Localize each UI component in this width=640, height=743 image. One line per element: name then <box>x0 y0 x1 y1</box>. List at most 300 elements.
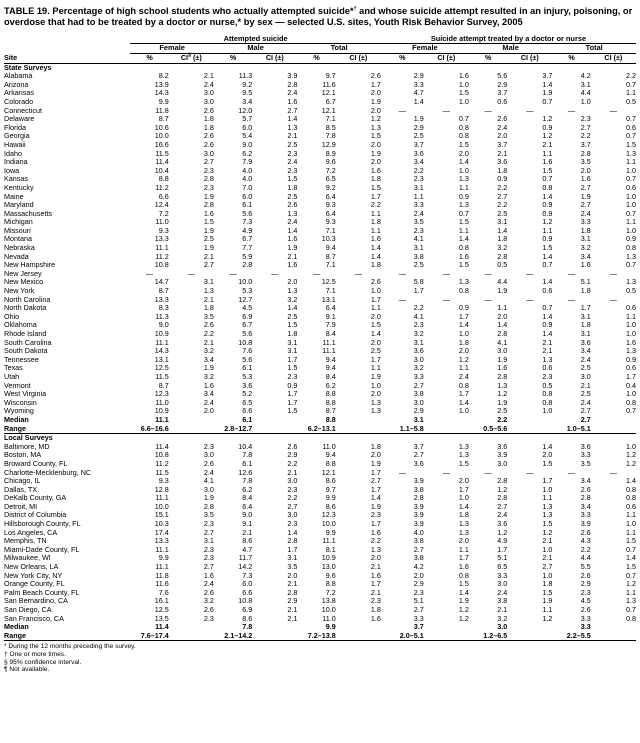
cell-m-pct: 4.0 <box>242 165 253 175</box>
cell-t-ci: 2.0 <box>370 157 381 167</box>
cell-f-ci: 2.1 <box>203 337 214 347</box>
table-column-header-row <box>4 54 636 64</box>
cell-tt-ci: 0.7 <box>626 174 636 184</box>
cell-t-ci: 2.6 <box>370 71 381 81</box>
cell-tm-pct: 1.7 <box>497 544 508 554</box>
cell-f-ci: 2.1 <box>203 71 214 81</box>
cell-m-pct: 10.8 <box>238 337 253 347</box>
cell-tm-pct: 2.9 <box>497 79 508 89</box>
row-site-label: District of Columbia <box>4 510 67 520</box>
row-site-label: North Carolina <box>4 294 51 304</box>
cell-tm-ci: 1.5 <box>542 519 553 529</box>
row-site-label: Florida <box>4 122 26 132</box>
cell-m-ci: 1.5 <box>287 406 298 416</box>
cell-tt-pct: 2.6 <box>580 484 591 494</box>
cell-f-pct: 11.1 <box>155 243 169 253</box>
cell-tf-ci: 1.4 <box>458 320 469 330</box>
cell-m-ci: 2.8 <box>287 79 298 89</box>
table-row <box>4 572 636 581</box>
cell-f-pct: 17.4 <box>154 527 169 537</box>
row-site-label: South Dakota <box>4 346 48 356</box>
cell-tm-pct: 2.0 <box>497 311 508 321</box>
row-site-label: Georgia <box>4 131 30 141</box>
cell-tt-pct: 5.5 <box>580 562 591 572</box>
cell-t-pct: 8.6 <box>325 476 336 486</box>
table-row <box>4 132 636 141</box>
cell-tf-pct: 3.6 <box>413 458 424 468</box>
cell-f-ci: 2.0 <box>203 406 214 416</box>
cell-m-ci: 0.9 <box>287 380 298 390</box>
cell-tm-ci: 2.1 <box>542 337 553 347</box>
cell-t-pct: 10.0 <box>321 605 336 614</box>
cell-m-ci: 1.7 <box>287 354 298 364</box>
cell-f-ci: 1.6 <box>203 208 214 218</box>
cell-t-ci: 2.0 <box>370 337 381 347</box>
column-header-pct: % <box>469 54 507 64</box>
cell-f-ci: 1.8 <box>203 114 214 124</box>
row-site-label: Boston, MA <box>4 450 42 460</box>
cell-tm-pct: 4.4 <box>497 277 508 287</box>
cell-m-ci: 1.6 <box>287 234 298 244</box>
cell-f-pct: 8.3 <box>158 303 169 313</box>
cell-tt-pct: 2.3 <box>580 587 591 597</box>
cell-tt-ci: 1.5 <box>626 536 636 546</box>
cell-tf-ci: 0.8 <box>458 570 469 580</box>
row-site-label: Connecticut <box>4 105 42 115</box>
table-row <box>4 580 636 589</box>
cell-tt-ci: 1.0 <box>626 329 636 338</box>
cell-tf-ci: 1.6 <box>458 251 469 261</box>
cell-tf-pct: 3.7 <box>413 441 424 451</box>
cell-tm-ci: 0.9 <box>542 320 553 330</box>
table-row <box>4 364 636 373</box>
cell-t-value: 6.2–13.1 <box>297 425 335 434</box>
cell-f-pct: 11.5 <box>155 371 169 381</box>
cell-tt-pct: 2.2 <box>580 131 591 141</box>
cell-m-value: 7.8 <box>242 622 253 632</box>
cell-f-ci: 2.4 <box>203 79 214 89</box>
cell-tm-ci: — <box>526 294 534 304</box>
cell-t-ci: 1.0 <box>370 286 381 296</box>
cell-tm-pct: 3.2 <box>497 243 508 253</box>
cell-tm-ci: 0.7 <box>542 303 553 313</box>
row-site-label: Los Angeles, CA <box>4 527 58 537</box>
cell-t-pct: 6.4 <box>325 191 336 201</box>
cell-f-pct: 9.0 <box>158 320 169 330</box>
cell-t-pct: 13.8 <box>321 596 336 606</box>
cell-tf-pct: 3.0 <box>413 354 424 364</box>
cell-tt-pct: — <box>567 268 576 278</box>
cell-tf-ci: 1.7 <box>458 311 469 321</box>
cell-m-ci: 2.3 <box>287 484 298 494</box>
cell-tt-pct: 4.4 <box>580 553 591 563</box>
cell-tm-ci: 0.7 <box>542 260 553 270</box>
cell-tt-ci: 0.7 <box>626 114 636 124</box>
group-header-treated: Suicide attempt treated by a doctor or nurse <box>381 35 636 44</box>
cell-f-pct: 6.6 <box>158 191 169 201</box>
cell-tm-pct: 3.0 <box>497 346 508 356</box>
table-row <box>4 339 636 348</box>
cell-tf-ci: 1.0 <box>458 96 469 106</box>
cell-m-ci: 1.3 <box>287 208 298 218</box>
cell-tt-pct: 1.8 <box>580 320 591 330</box>
cell-tm-blank <box>507 425 552 434</box>
cell-tt-ci: 1.1 <box>626 311 636 321</box>
table-row-range-local <box>4 632 636 641</box>
cell-tt-pct: 4.2 <box>580 71 591 81</box>
cell-tm-pct: 2.8 <box>497 476 508 486</box>
cell-tf-ci: 0.8 <box>458 380 469 390</box>
cell-f-ci: 2.3 <box>203 544 214 554</box>
cell-tf-ci: 1.3 <box>458 450 469 460</box>
cell-t-ci: 1.4 <box>370 243 381 253</box>
cell-m-pct: 5.6 <box>242 354 253 364</box>
cell-f-ci: 3.2 <box>203 346 214 356</box>
cell-tt-ci: 0.7 <box>626 260 636 270</box>
cell-f-pct: 11.5 <box>155 148 169 158</box>
cell-tf-pct: 3.7 <box>413 139 424 149</box>
cell-tt-pct: 2.9 <box>580 579 591 589</box>
cell-tm-ci: 0.5 <box>542 380 553 390</box>
cell-t-ci: 1.5 <box>370 182 381 192</box>
cell-tf-blank <box>424 623 469 632</box>
cell-m-pct: 7.0 <box>242 182 253 192</box>
cell-tm-pct: 1.4 <box>497 225 508 235</box>
cell-tt-pct: 2.3 <box>580 114 591 124</box>
cell-t-pct: 9.4 <box>325 354 336 364</box>
cell-t-pct: 12.1 <box>321 105 336 115</box>
row-site-label: New Orleans, LA <box>4 562 59 572</box>
cell-tm-ci: 1.4 <box>542 79 553 89</box>
cell-f-ci: 2.5 <box>203 234 214 244</box>
cell-m-pct: 4.9 <box>242 225 253 235</box>
cell-tt-pct: 2.4 <box>580 397 591 407</box>
cell-m-pct: 10.0 <box>238 277 253 287</box>
section-header-state-surveys <box>4 63 636 72</box>
cell-f-value: 11.4 <box>155 622 169 632</box>
cell-f-ci: 2.3 <box>203 519 214 529</box>
cell-tm-value: 0.5–5.6 <box>469 425 507 434</box>
subheader-attempted-male: Male <box>214 44 297 54</box>
cell-tm-ci: 0.9 <box>542 208 553 218</box>
cell-m-pct: 6.0 <box>242 579 253 589</box>
cell-f-pct: 9.9 <box>158 553 169 563</box>
cell-tf-ci: 1.5 <box>458 579 469 589</box>
cell-tm-pct: 2.4 <box>497 122 508 132</box>
cell-t-pct: 9.9 <box>325 527 336 537</box>
cell-m-value: 2.8–12.7 <box>214 425 252 434</box>
row-site-label: Maryland <box>4 200 34 210</box>
table-row <box>4 615 636 624</box>
cell-m-pct: 12.6 <box>238 467 253 477</box>
cell-f-blank <box>169 632 214 641</box>
cell-m-ci: 2.3 <box>287 519 298 529</box>
cell-tt-ci: 1.4 <box>626 476 636 486</box>
cell-m-pct: 5.6 <box>242 208 253 218</box>
cell-tf-ci: 1.8 <box>458 337 469 347</box>
cell-f-pct: 7.6 <box>158 587 169 597</box>
cell-tf-ci: 0.7 <box>458 208 469 218</box>
cell-m-ci: 2.7 <box>287 501 298 511</box>
cell-m-pct: 6.7 <box>242 234 253 244</box>
cell-f-pct: 10.4 <box>154 165 169 175</box>
cell-t-pct: 9.4 <box>325 243 336 253</box>
cell-tf-ci: 0.8 <box>458 131 469 141</box>
cell-tm-pct: — <box>484 294 492 304</box>
cell-t-pct: 10.3 <box>321 234 336 244</box>
cell-f-pct: 9.3 <box>158 225 169 235</box>
cell-tf-ci: 1.7 <box>458 484 469 494</box>
cell-t-pct: 8.8 <box>325 579 336 589</box>
cell-tt-ci: 1.1 <box>626 510 636 520</box>
cell-tt-ci: 1.0 <box>626 225 636 235</box>
cell-tf-ci: 1.3 <box>458 200 469 210</box>
cell-tf-ci: 1.3 <box>458 527 469 537</box>
cell-tf-blank <box>424 632 469 641</box>
cell-tf-ci: — <box>442 268 450 278</box>
cell-t-ci: 1.9 <box>370 148 381 158</box>
row-site-label: Iowa <box>4 165 20 175</box>
cell-f-ci: 2.3 <box>203 165 214 175</box>
cell-tm-pct: 3.7 <box>497 88 508 98</box>
cell-tt-pct: 2.2 <box>580 544 591 554</box>
cell-tt-ci: 1.0 <box>626 165 636 175</box>
table-row-range-state <box>4 425 636 434</box>
cell-t-ci: 2.0 <box>370 88 381 98</box>
cell-f-pct: 13.1 <box>154 354 169 364</box>
cell-tt-pct: 1.9 <box>580 191 591 201</box>
cell-tt-pct: 3.7 <box>580 139 591 149</box>
cell-tt-pct: 3.4 <box>580 346 591 356</box>
cell-tt-pct: 2.6 <box>580 605 591 614</box>
cell-tt-ci: 1.6 <box>626 337 636 347</box>
cell-tf-pct: 4.7 <box>413 88 424 98</box>
table-row <box>4 72 636 81</box>
cell-m-value: 6.1 <box>242 414 253 424</box>
cell-t-ci: 2.6 <box>370 277 381 287</box>
cell-m-ci: 1.7 <box>287 544 298 554</box>
cell-f-pct: 15.1 <box>154 510 169 520</box>
cell-f-ci: 2.8 <box>203 501 214 511</box>
cell-tt-pct: 2.4 <box>580 354 591 364</box>
cell-t-pct: 9.6 <box>325 570 336 580</box>
cell-f-ci: 2.3 <box>203 441 214 451</box>
cell-tt-ci: 1.2 <box>626 579 636 589</box>
cell-f-pct: 11.4 <box>155 441 169 451</box>
cell-t-ci: 1.7 <box>370 294 381 304</box>
cell-tf-pct: 3.8 <box>413 251 424 261</box>
cell-tf-ci: 0.9 <box>458 303 469 313</box>
footnote-3: ¶ Not available. <box>4 666 50 674</box>
row-site-label: South Carolina <box>4 337 52 347</box>
cell-m-ci: 1.5 <box>287 320 298 330</box>
cell-tm-pct: 1.2 <box>497 527 508 537</box>
column-header-pct: % <box>297 54 335 64</box>
cell-f-ci: 1.8 <box>203 303 214 313</box>
row-site-label: DeKalb County, GA <box>4 493 67 503</box>
cell-t-pct: 11.1 <box>322 346 336 356</box>
cell-f-ci: 3.4 <box>203 389 214 399</box>
cell-m-pct: 6.5 <box>242 397 253 407</box>
cell-t-ci: 1.3 <box>370 544 381 554</box>
cell-m-ci: 2.7 <box>287 105 298 115</box>
cell-tf-ci: 1.7 <box>458 389 469 399</box>
cell-t-ci: 2.0 <box>370 139 381 149</box>
cell-tf-pct: 2.9 <box>413 122 424 132</box>
row-site-label: Range <box>4 632 130 641</box>
cell-t-blank <box>336 416 381 425</box>
cell-tf-ci: 1.0 <box>458 493 469 503</box>
cell-m-ci: 2.3 <box>287 165 298 175</box>
cell-tf-pct: 3.3 <box>413 200 424 210</box>
cell-f-pct: 9.9 <box>158 96 169 106</box>
cell-tt-ci: 0.9 <box>626 354 636 364</box>
cell-tt-ci: 0.8 <box>626 613 636 623</box>
cell-tf-ci: 1.2 <box>458 613 469 623</box>
cell-m-ci: 1.5 <box>287 363 298 373</box>
cell-tt-ci: — <box>609 268 617 278</box>
cell-f-value: 11.1 <box>155 414 169 424</box>
cell-tf-pct: 3.1 <box>413 243 424 253</box>
cell-m-ci: 3.9 <box>287 71 298 81</box>
row-site-label: Wyoming <box>4 406 34 416</box>
cell-tf-ci: 1.3 <box>458 519 469 529</box>
cell-tm-pct: 3.6 <box>497 157 508 167</box>
cell-tt-pct: 2.1 <box>580 380 591 390</box>
table-body <box>4 63 636 641</box>
cell-tm-pct: 3.3 <box>497 570 508 580</box>
table-row <box>4 304 636 313</box>
cell-tm-pct: 4.1 <box>497 337 508 347</box>
cell-m-pct: 2.1 <box>242 527 253 537</box>
cell-tt-ci: 1.0 <box>626 441 636 451</box>
subheader-attempted-female: Female <box>130 44 213 54</box>
cell-m-ci: 1.8 <box>287 329 298 338</box>
section-header-local-surveys <box>4 434 636 443</box>
cell-f-pct: 11.3 <box>155 311 169 321</box>
cell-f-blank <box>169 425 214 434</box>
cell-tf-ci: 0.8 <box>458 122 469 132</box>
cell-m-ci: 1.4 <box>287 527 298 537</box>
cell-f-blank <box>169 416 214 425</box>
cell-tt-blank <box>591 632 636 641</box>
column-header-ci: CI (±) <box>336 54 381 64</box>
cell-tf-pct: 3.1 <box>413 337 424 347</box>
cell-tf-pct: 2.2 <box>413 165 424 175</box>
cell-m-blank <box>252 623 297 632</box>
cell-tt-pct: 2.4 <box>580 208 591 218</box>
cell-tt-ci: 0.7 <box>626 406 636 416</box>
cell-t-value: 8.8 <box>325 414 336 424</box>
cell-tf-ci: 1.5 <box>458 139 469 149</box>
cell-tf-ci: — <box>442 105 450 115</box>
cell-t-pct: 12.1 <box>321 467 336 477</box>
cell-m-pct: 3.4 <box>242 96 253 106</box>
row-site-label: Ohio <box>4 311 20 321</box>
cell-m-pct: 5.2 <box>242 389 253 399</box>
cell-tm-pct: 3.9 <box>497 450 508 460</box>
cell-tf-pct: 2.2 <box>413 303 424 313</box>
cell-m-ci: 2.0 <box>287 277 298 287</box>
cell-tt-pct: 5.1 <box>580 277 591 287</box>
cell-f-pct: 13.3 <box>154 234 169 244</box>
cell-f-pct: 10.9 <box>154 406 169 416</box>
cell-tf-ci: 1.5 <box>458 88 469 98</box>
table-row <box>4 356 636 365</box>
cell-t-pct: 7.1 <box>325 114 336 124</box>
cell-tf-value: 1.1–5.8 <box>381 425 424 434</box>
cell-t-pct: 13.1 <box>321 294 336 304</box>
cell-m-pct: 11.3 <box>238 71 253 81</box>
cell-tt-pct: 1.8 <box>580 286 591 296</box>
cell-tm-pct: 1.2 <box>497 484 508 494</box>
cell-tm-ci: 1.9 <box>542 88 553 98</box>
cell-tf-pct: 2.5 <box>413 260 424 270</box>
cell-tm-blank <box>507 623 552 632</box>
cell-m-pct: 10.4 <box>238 441 253 451</box>
row-site-label: Missouri <box>4 225 31 235</box>
cell-f-pct: 10.6 <box>154 122 169 132</box>
cell-tt-ci: 0.6 <box>626 501 636 511</box>
cell-tt-ci: — <box>609 467 617 477</box>
cell-f-ci: 3.0 <box>203 96 214 106</box>
cell-tm-pct: 3.2 <box>497 613 508 623</box>
cell-tm-ci: 1.5 <box>542 243 553 253</box>
cell-tf-pct: 2.7 <box>413 544 424 554</box>
cell-tm-ci: 1.0 <box>542 484 553 494</box>
cell-tt-pct: 3.4 <box>580 501 591 511</box>
cell-m-ci: — <box>271 268 279 278</box>
cell-m-ci: 2.9 <box>287 450 298 460</box>
cell-t-ci: 1.3 <box>370 122 381 132</box>
cell-t-ci: 1.7 <box>370 191 381 201</box>
cell-f-pct: 10.3 <box>154 519 169 529</box>
cell-t-pct: 8.9 <box>325 148 336 158</box>
cell-f-ci: 1.9 <box>203 225 214 235</box>
cell-tt-ci: 0.8 <box>626 484 636 494</box>
cell-m-pct: 4.0 <box>242 174 253 184</box>
cell-tt-ci: 0.6 <box>626 303 636 313</box>
cell-tm-ci: 1.7 <box>542 476 553 486</box>
cell-t-ci: 1.4 <box>370 251 381 261</box>
cell-tt-ci: — <box>609 105 617 115</box>
cell-tt-pct: 3.6 <box>580 337 591 347</box>
table-row <box>4 460 636 469</box>
cell-tf-ci: 2.0 <box>458 346 469 356</box>
table-row <box>4 373 636 382</box>
row-site-label: Kentucky <box>4 182 34 192</box>
cell-tt-pct: 2.8 <box>580 493 591 503</box>
cell-f-ci: 2.6 <box>203 105 214 115</box>
cell-tm-ci: 1.5 <box>542 458 553 468</box>
cell-t-ci: 2.0 <box>370 105 381 115</box>
cell-tt-ci: 0.9 <box>626 234 636 244</box>
cell-tm-ci: 1.5 <box>542 587 553 597</box>
cell-tf-pct: 3.4 <box>413 157 424 167</box>
suicide-attempt-table <box>4 35 636 642</box>
cell-t-ci: 1.8 <box>370 260 381 270</box>
cell-tt-ci: 1.1 <box>626 527 636 537</box>
cell-tf-ci: 2.0 <box>458 476 469 486</box>
cell-f-ci: 3.5 <box>203 311 214 321</box>
cell-t-ci: 1.9 <box>370 501 381 511</box>
cell-tf-ci: 1.2 <box>458 605 469 614</box>
cell-tm-pct: 3.7 <box>497 139 508 149</box>
cell-m-pct: 7.8 <box>242 450 253 460</box>
cell-t-pct: 6.4 <box>325 303 336 313</box>
cell-t-ci: 1.7 <box>370 467 381 477</box>
cell-f-ci: 3.2 <box>203 371 214 381</box>
